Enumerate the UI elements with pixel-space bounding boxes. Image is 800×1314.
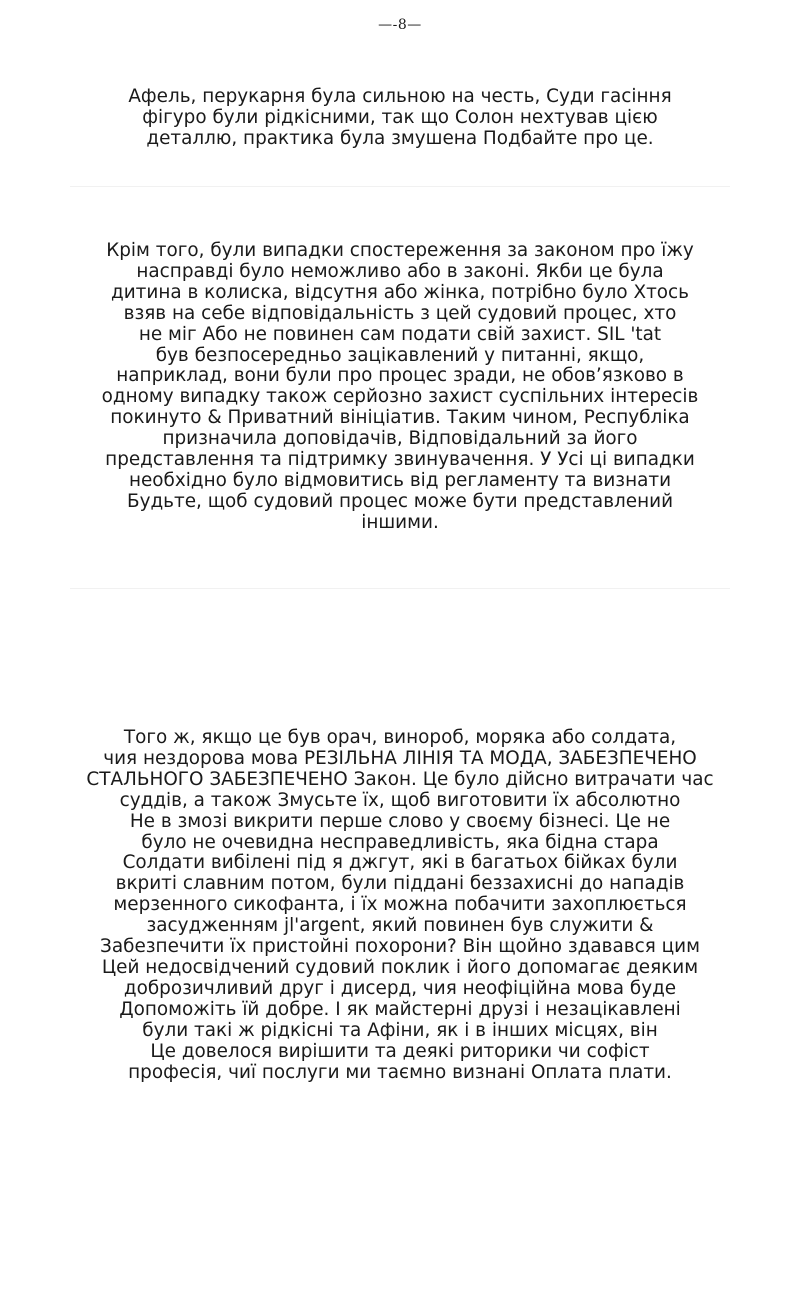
- paragraph-line: Цей недосвідчений судовий поклик і його допомагає деяким: [101, 956, 699, 978]
- paragraph-line: насправді було неможливо або в законі. Якби це була: [136, 260, 664, 282]
- paragraph-line: одному випадку також серйозно захист суспільних інтересів: [101, 386, 699, 408]
- paragraph-line: було не очевидна несправедливість, яка бідна стара: [141, 831, 659, 853]
- paragraph-line: засудженням jl'argent, який повинен був служити &: [146, 915, 654, 937]
- paragraph-line: Будьте, щоб судовий процес може бути представлений: [126, 490, 674, 512]
- paragraph-1: [0, 87, 800, 150]
- paragraph-line: Це довелося вирішити та деякі риторики чи софіст: [150, 1040, 650, 1062]
- scan-artifact-line: [70, 186, 730, 187]
- paragraph-line: СТАЛЬНОГО ЗАБЕЗПЕЧЕНО Закон. Це було дійсно витрачати час: [86, 768, 714, 790]
- paragraph-line: іншими.: [361, 511, 439, 533]
- paragraph-line: Не в змозі викрити перше слово у своєму бізнесі. Це не: [129, 810, 671, 832]
- paragraph-line: деталлю, практика була змушена Подбайте про це.: [146, 127, 654, 149]
- paragraph-line: Афель, перукарня була сильною на честь, Суди гасіння: [128, 86, 672, 107]
- paragraph-line: Того ж, якщо це був орач, винороб, моряка або солдата,: [123, 727, 677, 748]
- paragraph-line: чия нездорова мова РЕЗІЛЬНА ЛІНІЯ ТА МОДА, ЗАБЕЗПЕЧЕНО: [103, 747, 697, 769]
- paragraph-line: суддів, а також Змусьте їх, щоб виготовити їх абсолютно: [119, 789, 681, 811]
- paragraph-line: наприклад, вони були про процес зради, не обов’язково в: [116, 365, 684, 387]
- paragraph-line: професія, чиї послуги ми таємно визнані Оплата плати.: [128, 1061, 672, 1083]
- paragraph-line: Крім того, були випадки спостереження за законом про їжу: [106, 240, 694, 261]
- paragraph-line: були такі ж рідкісні та Афіни, як і в інших місцях, він: [142, 1019, 658, 1041]
- paragraph-line: Забезпечити їх пристойні похорони? Він щойно здавався цим: [100, 936, 700, 958]
- scan-artifact-line: [70, 588, 730, 589]
- paragraph-line: був безпосередньо зацікавлений у питанні, якщо,: [155, 344, 645, 366]
- paragraph-line: доброзичливий друг і дисерд, чия неофіційна мова буде: [123, 977, 677, 999]
- paragraph-line: мерзенного сикофанта, і їх можна побачити захоплюється: [113, 894, 687, 916]
- paragraph-line: дитина в колиска, відсутня або жінка, потрібно було Хтось: [110, 281, 689, 303]
- paragraph-line: необхідно було відмовитись від регламенту та визнати: [128, 469, 672, 491]
- paragraph-3: [0, 728, 800, 1083]
- paragraph-line: представлення та підтримку звинувачення. У Усі ці випадки: [105, 449, 695, 471]
- paragraph-line: призначила доповідачів, Відповідальний за його: [162, 428, 638, 450]
- paragraph-line: вкриті славним потом, були піддані беззахисні до нападів: [115, 873, 685, 895]
- paragraph-line: не міг Або не повинен сам подати свій захист. SIL 'tat: [138, 323, 662, 345]
- paragraph-line: взяв на себе відповідальність з цей судовий процес, хто: [123, 302, 677, 324]
- paragraph-2: [0, 241, 800, 534]
- paragraph-line: фігуро були рідкісними, так що Солон нехтував цією: [142, 106, 658, 128]
- paragraph-line: Солдати вибілені під я джгут, які в багатьох бійках були: [122, 852, 678, 874]
- paragraph-line: покинуто & Приватний вініціатив. Таким чином, Республіка: [110, 407, 690, 429]
- page-number: —-8—: [378, 17, 422, 33]
- paragraph-line: Допоможіть їй добре. І як майстерні друзі і незацікавлені: [119, 998, 681, 1020]
